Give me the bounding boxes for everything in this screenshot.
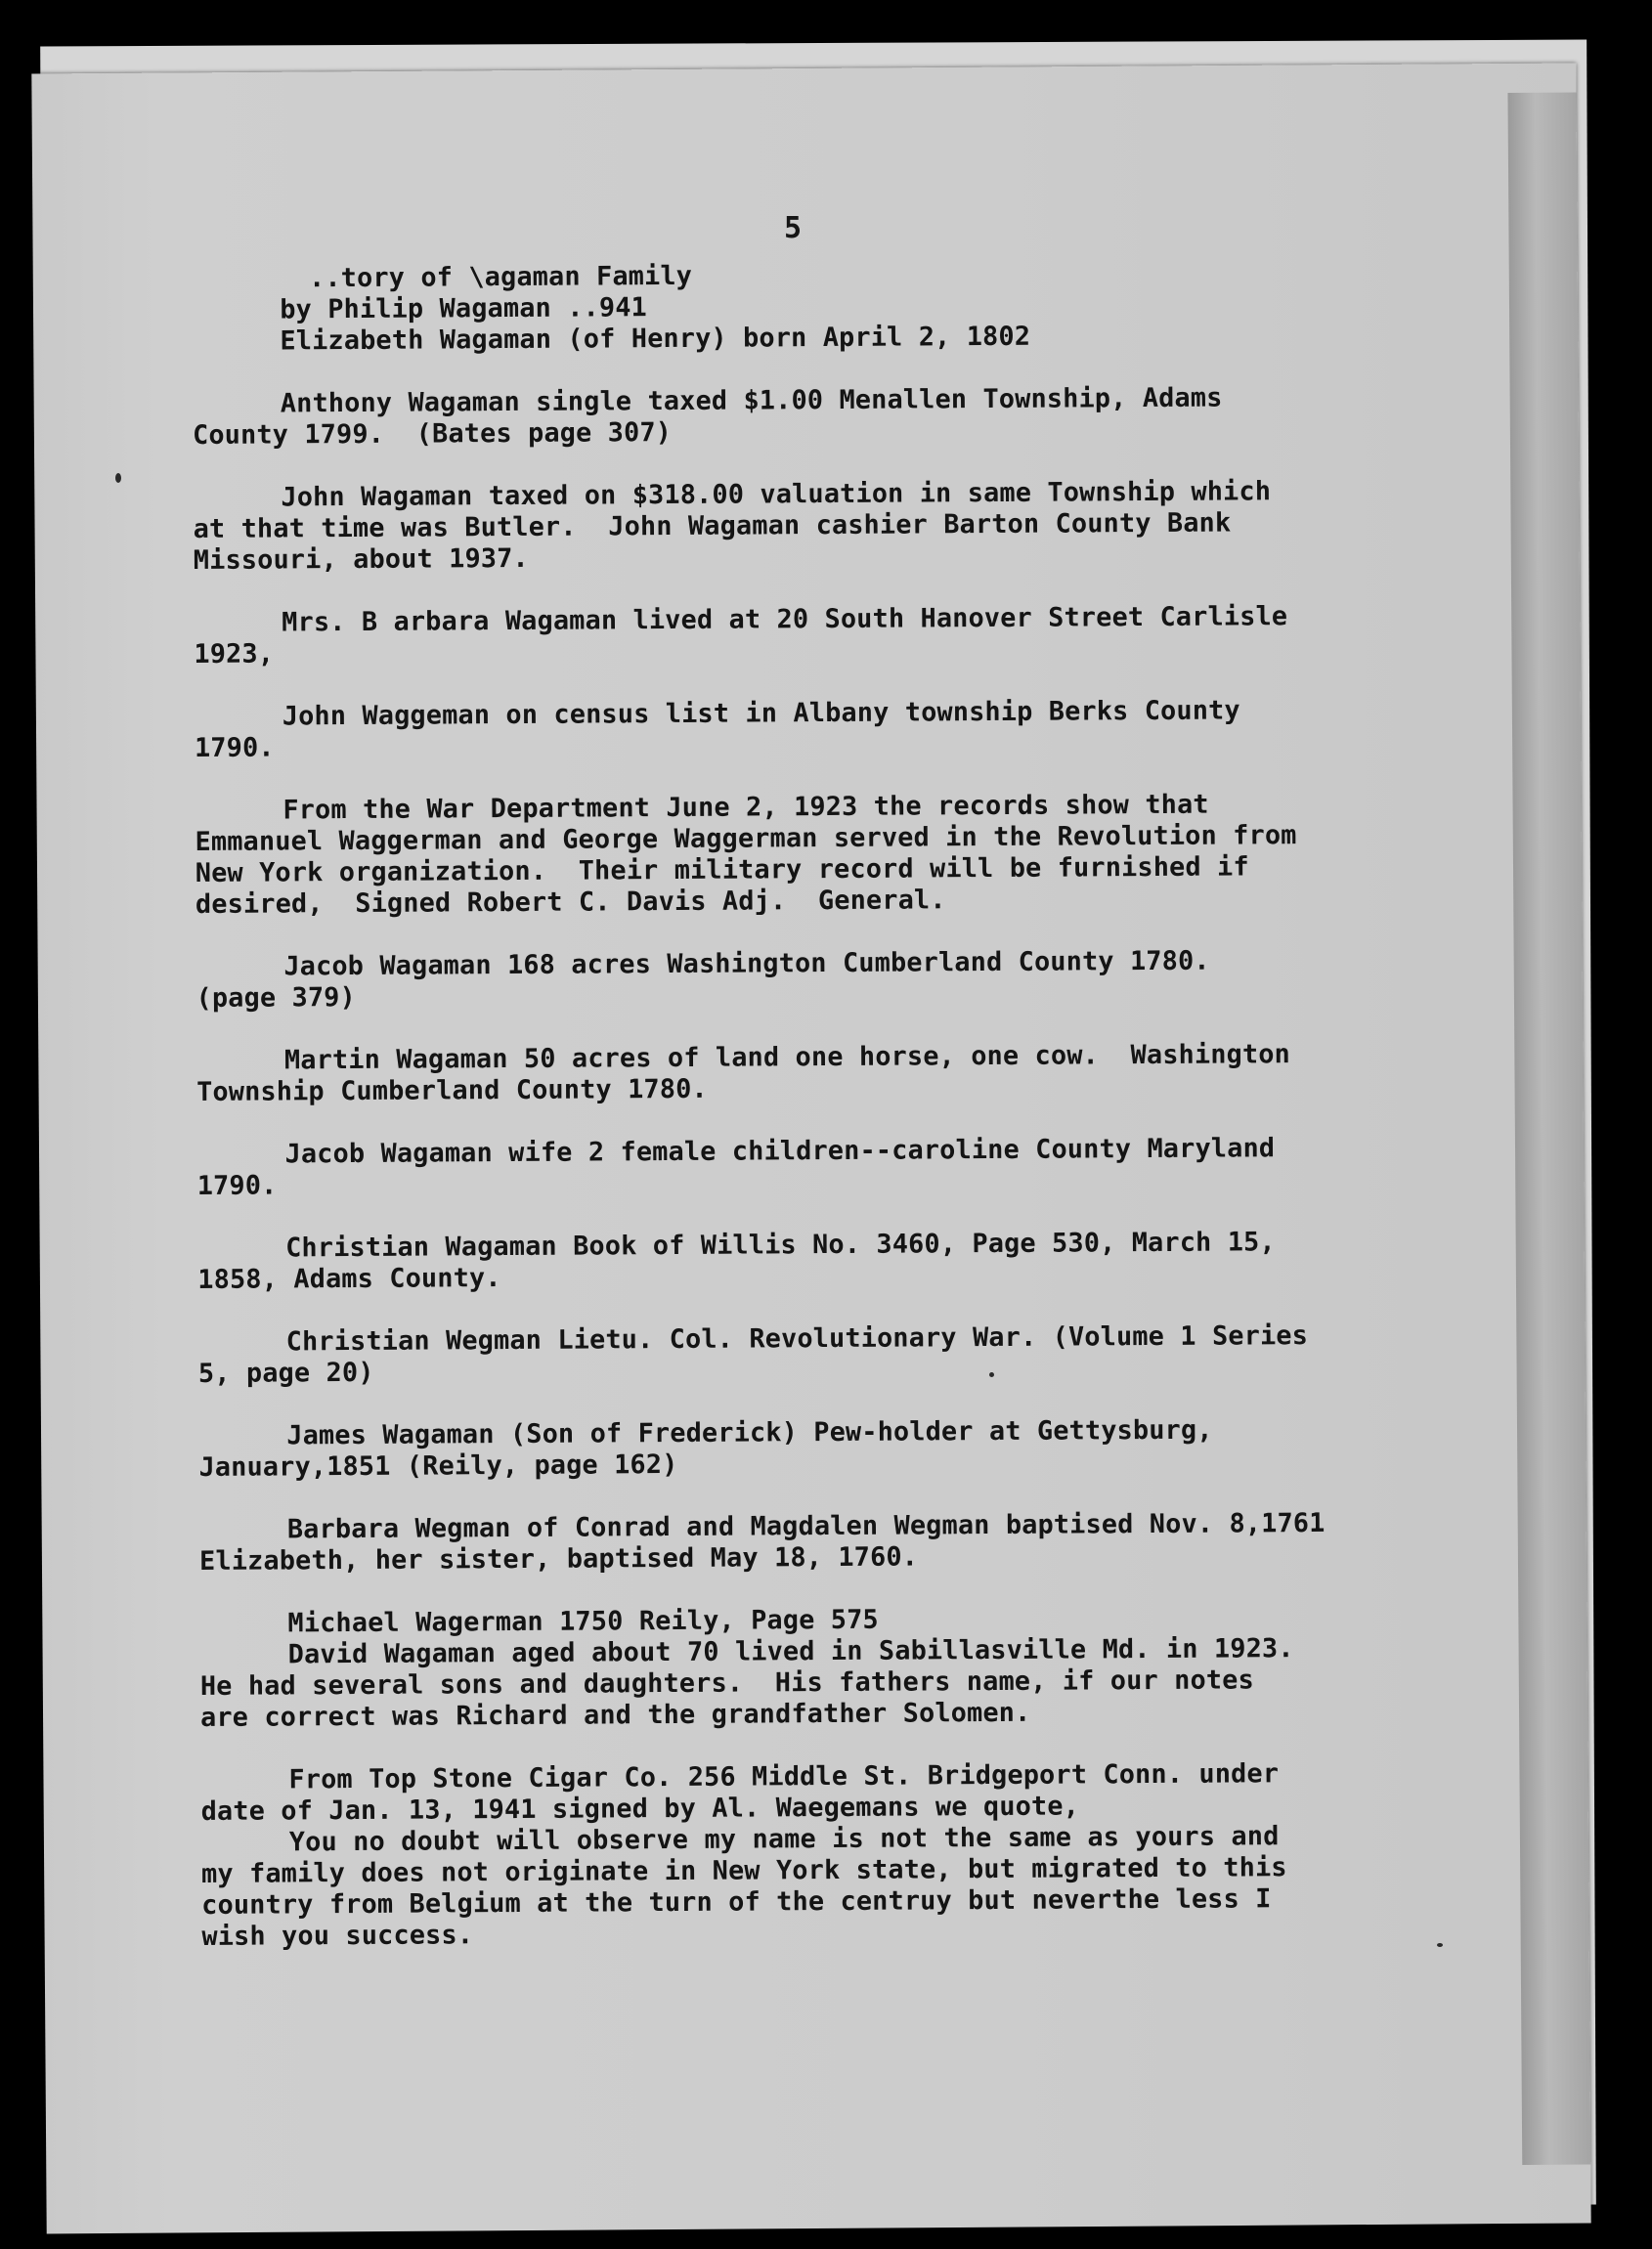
text-line: From the War Department June 2, 1923 the records show that: [283, 789, 1209, 826]
text-line: Christian Wegman Lietu. Col. Revolutionary War. (Volume 1 Series: [285, 1320, 1309, 1358]
paragraph: [193, 475, 1464, 577]
typewritten-body: [192, 256, 1473, 1984]
paragraph: [192, 319, 1462, 358]
text-line: date of Jan. 13, 1941 signed by Al. Waegemans we quote,: [200, 1791, 1080, 1827]
text-line: James Wagaman (Son of Frederick) Pew-holder at Gettysburg,: [286, 1414, 1213, 1451]
text-line: 1790.: [196, 1170, 278, 1201]
document-byline: by Philip Wagaman ..941: [280, 292, 648, 325]
text-line: From Top Stone Cigar Co. 256 Middle St. Bridgeport Conn. under: [288, 1758, 1280, 1795]
text-line: 1858, Adams County.: [197, 1263, 501, 1295]
text-line: my family does not originate in New York state, but migrated to this: [200, 1852, 1287, 1889]
text-line: are correct was Richard and the grandfather Solomen.: [199, 1697, 1031, 1733]
text-line: Emmanuel Waggerman and George Waggerman served in the Revolution from: [195, 820, 1297, 857]
paragraph: [196, 944, 1466, 1015]
paragraph: [201, 1820, 1473, 1953]
text-line: David Wagaman aged about 70 lived in Sabillasville Md. in 1923.: [287, 1633, 1294, 1670]
text-line: 1790.: [194, 732, 275, 763]
text-line: 5, page 20): [197, 1357, 374, 1389]
text-line: Michael Wagerman 1750 Reily, Page 575: [287, 1604, 879, 1639]
text-line: desired, Signed Robert C. Davis Adj. General.: [195, 885, 946, 920]
text-line: Elizabeth, her sister, baptised May 18, 1760.: [199, 1541, 919, 1577]
paragraph: [198, 1413, 1469, 1484]
text-line: County 1799. (Bates page 307): [192, 417, 673, 451]
text-line: Mrs. B arbara Wagaman lived at 20 South Hanover Street Carlisle: [282, 601, 1288, 638]
text-line: New York organization. Their military record will be furnished if: [195, 851, 1249, 888]
text-line: Jacob Wagaman wife 2 female children--caroline County Maryland: [284, 1133, 1276, 1170]
text-line: at that time was Butler. John Wagaman cashier Barton County Bank: [193, 507, 1232, 544]
text-line: Township Cumberland County 1780.: [196, 1073, 708, 1107]
text-line: country from Belgium at the turn of the centruy but neverthe less I: [201, 1883, 1272, 1921]
text-line: wish you success.: [201, 1920, 474, 1952]
text-line: (page 379): [196, 981, 357, 1014]
paragraph: [197, 1226, 1468, 1296]
text-line: John Wagaman taxed on $318.00 valuation in same Township which: [281, 476, 1272, 513]
text-line: Elizabeth Wagaman (of Henry) born April 2, 1802: [280, 321, 1031, 357]
text-line: Martin Wagaman 50 acres of land one horse, one cow. Washington: [283, 1039, 1291, 1076]
paragraph: [199, 1507, 1470, 1578]
text-line: 1923,: [194, 638, 275, 670]
paragraph: [195, 788, 1466, 921]
text-line: January,1851 (Reily, page 162): [198, 1449, 678, 1483]
ink-speck: [115, 473, 121, 483]
paragraph: [200, 1632, 1472, 1734]
paragraph: [193, 381, 1463, 452]
text-line: Jacob Wagaman 168 acres Washington Cumberland County 1780.: [283, 945, 1210, 982]
text-line: He had several sons and daughters. His fathers name, if our notes: [199, 1665, 1254, 1702]
page-number: 5: [784, 211, 803, 245]
page-fold-shadow: [1507, 93, 1590, 2165]
paragraph: [196, 1132, 1467, 1202]
text-line: John Waggeman on census list in Albany township Berks County: [282, 695, 1240, 732]
paragraph: [200, 1757, 1471, 1828]
paragraph: [198, 1319, 1469, 1390]
ink-speck: [1437, 1943, 1443, 1947]
text-line: Anthony Wagaman single taxed $1.00 Menallen Township, Adams: [280, 382, 1223, 419]
paragraph: [194, 600, 1464, 670]
ink-speck: [989, 1372, 994, 1377]
text-line: Christian Wagaman Book of Willis No. 3460, Page 530, March 15,: [285, 1227, 1276, 1264]
text-line: Missouri, about 1937.: [193, 542, 529, 576]
paragraph: [196, 1038, 1467, 1108]
paragraph: [195, 694, 1465, 764]
paragraph-list: [192, 319, 1472, 1953]
document-title: ..tory of \agaman Family: [308, 260, 693, 294]
text-line: You no doubt will observe my name is not the same as yours and: [288, 1821, 1280, 1858]
text-line: Barbara Wegman of Conrad and Magdalen Wegman baptised Nov. 8,1761: [286, 1507, 1326, 1545]
